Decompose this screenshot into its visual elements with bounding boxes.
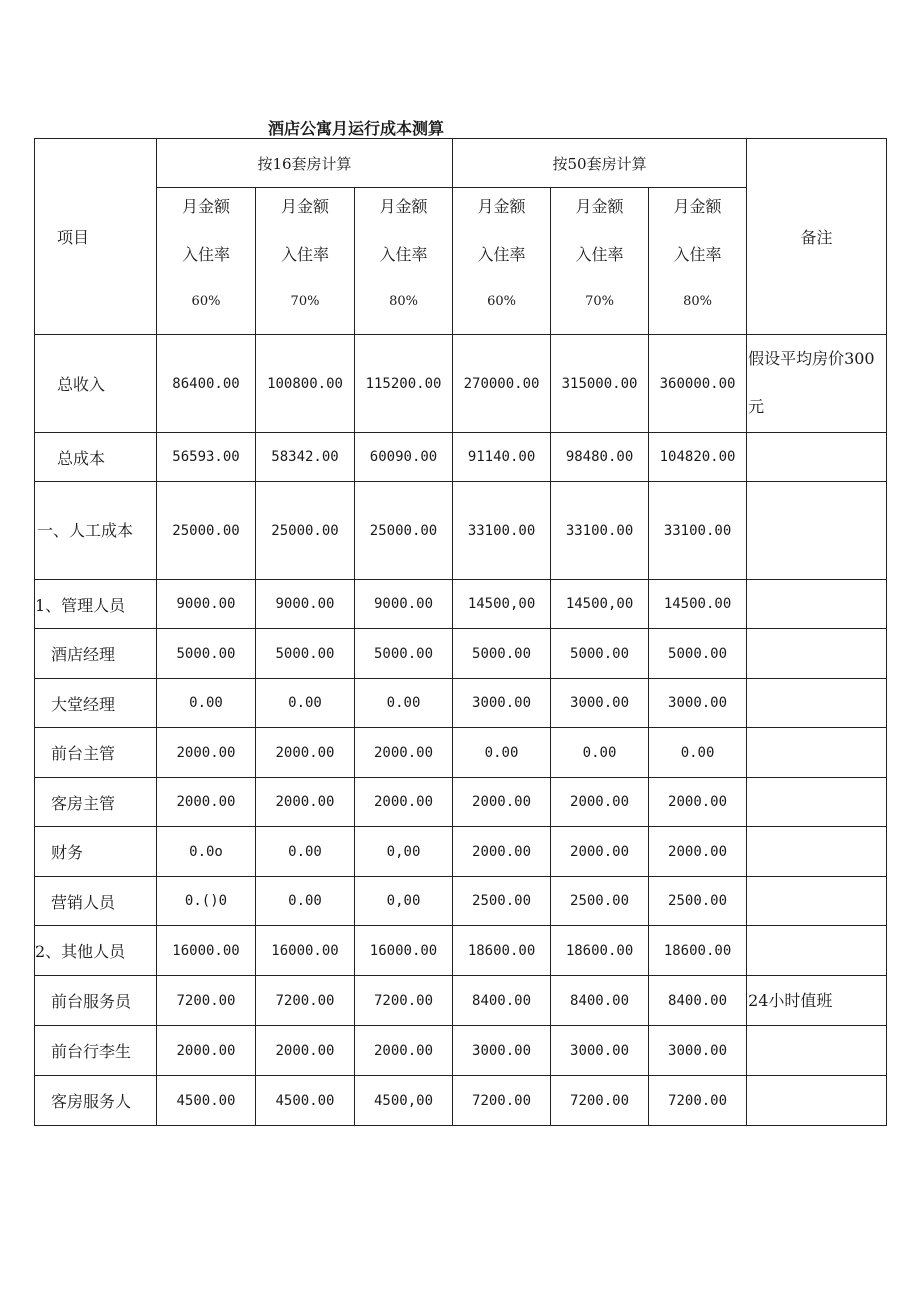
remark-cell (747, 580, 887, 629)
value-cell: 2000.00 (355, 728, 453, 778)
value-cell: 33100.00 (453, 482, 551, 580)
value-cell: 270000.00 (453, 335, 551, 433)
row-label-text: 大堂经理 (51, 694, 116, 714)
header-subcolumn (453, 188, 551, 335)
value-cell: 5000.00 (649, 629, 747, 679)
header-subcolumn (649, 188, 747, 335)
table-row (35, 976, 887, 1026)
value-cell: 3000.00 (453, 1026, 551, 1076)
document-title: 酒店公寓月运行成本测算 (268, 119, 445, 138)
value-cell: 2000.00 (551, 778, 649, 827)
header-monthly-amount: 月金额 (575, 197, 624, 216)
header-monthly-amount: 月金额 (280, 197, 329, 216)
remark-cell (747, 778, 887, 827)
row-label (35, 679, 157, 728)
cost-table (34, 138, 887, 1126)
header-occupancy: 入住率 (280, 245, 329, 264)
value-cell: 0,00 (355, 877, 453, 926)
value-cell: 25000.00 (256, 482, 355, 580)
value-cell: 0.0o (157, 827, 256, 877)
value-cell: 3000.00 (551, 679, 649, 728)
row-label (35, 433, 157, 482)
remark-cell (747, 629, 887, 679)
row-label (35, 580, 157, 629)
table-row (35, 335, 887, 433)
remark-cell (747, 1076, 887, 1126)
value-cell: 4500,00 (355, 1076, 453, 1126)
row-label (35, 827, 157, 877)
value-cell: 7200.00 (256, 976, 355, 1026)
value-cell: 33100.00 (649, 482, 747, 580)
remark-cell (747, 926, 887, 976)
value-cell: 9000.00 (256, 580, 355, 629)
value-cell: 86400.00 (157, 335, 256, 433)
header-occupancy: 入住率 (477, 245, 526, 264)
row-label (35, 629, 157, 679)
value-cell: 8400.00 (453, 976, 551, 1026)
row-label-text: 2、其他人员 (35, 942, 126, 961)
remark-cell (747, 827, 887, 877)
header-remark: 备注 (747, 139, 887, 335)
value-cell: 2000.00 (157, 1026, 256, 1076)
value-cell: 315000.00 (551, 335, 649, 433)
value-cell: 5000.00 (453, 629, 551, 679)
remark-cell (747, 1026, 887, 1076)
value-cell: 18600.00 (551, 926, 649, 976)
value-cell: 0.00 (256, 827, 355, 877)
value-cell: 0.00 (256, 877, 355, 926)
header-rate: 80% (389, 294, 418, 309)
value-cell: 9000.00 (157, 580, 256, 629)
value-cell: 0.()0 (157, 877, 256, 926)
remark-cell (747, 976, 887, 1026)
row-label-text: 客房主管 (51, 793, 116, 813)
value-cell: 2000.00 (256, 778, 355, 827)
value-cell: 2500.00 (649, 877, 747, 926)
value-cell: 18600.00 (649, 926, 747, 976)
value-cell: 8400.00 (551, 976, 649, 1026)
value-cell: 16000.00 (157, 926, 256, 976)
row-label-text: 1、管理人员 (35, 595, 126, 615)
value-cell: 0.00 (453, 728, 551, 778)
value-cell: 60090.00 (355, 433, 453, 482)
value-cell: 14500.00 (649, 580, 747, 629)
value-cell: 16000.00 (256, 926, 355, 976)
value-cell: 2500.00 (453, 877, 551, 926)
value-cell: 4500.00 (157, 1076, 256, 1126)
table-row (35, 926, 887, 976)
row-label (35, 976, 157, 1026)
row-label (35, 482, 157, 580)
value-cell: 0.00 (355, 679, 453, 728)
value-cell: 0.00 (649, 728, 747, 778)
remark-cell (747, 433, 887, 482)
table-row (35, 1076, 887, 1126)
header-occupancy: 入住率 (673, 245, 722, 264)
header-monthly-amount: 月金额 (477, 197, 526, 216)
value-cell: 56593.00 (157, 433, 256, 482)
value-cell: 2500.00 (551, 877, 649, 926)
value-cell: 16000.00 (355, 926, 453, 976)
header-subcolumn (551, 188, 649, 335)
table-row (35, 827, 887, 877)
value-cell: 2000.00 (256, 1026, 355, 1076)
value-cell: 5000.00 (551, 629, 649, 679)
table-row (35, 679, 887, 728)
header-subcolumn (256, 188, 355, 335)
remark-cell (747, 877, 887, 926)
row-label (35, 1026, 157, 1076)
header-occupancy: 入住率 (575, 245, 624, 264)
value-cell: 7200.00 (551, 1076, 649, 1126)
header-rate: 60% (191, 294, 221, 309)
value-cell: 9000.00 (355, 580, 453, 629)
remark-text: 24小时值班 (748, 991, 833, 1010)
header-rate: 60% (487, 294, 516, 309)
value-cell: 3000.00 (551, 1026, 649, 1076)
table-row (35, 778, 887, 827)
row-label-text: 总成本 (57, 448, 106, 468)
header-subcolumn (355, 188, 453, 335)
row-label (35, 1076, 157, 1126)
value-cell: 0.00 (256, 679, 355, 728)
table-row (35, 728, 887, 778)
value-cell: 25000.00 (355, 482, 453, 580)
row-label-text: 总收入 (57, 375, 106, 394)
value-cell: 18600.00 (453, 926, 551, 976)
value-cell: 115200.00 (355, 335, 453, 433)
header-rate: 70% (585, 294, 614, 309)
remark-text: 假设平均房价300元 (748, 349, 875, 416)
row-label-text: 前台行李生 (51, 1042, 132, 1061)
header-subcolumn (157, 188, 256, 335)
row-label-text: 财务 (51, 843, 84, 862)
value-cell: 0.00 (157, 679, 256, 728)
row-label-text: 前台服务员 (51, 992, 132, 1011)
table-row (35, 482, 887, 580)
row-label (35, 926, 157, 976)
value-cell: 2000.00 (355, 778, 453, 827)
value-cell: 2000.00 (355, 1026, 453, 1076)
header-monthly-amount: 月金额 (673, 197, 722, 216)
value-cell: 7200.00 (649, 1076, 747, 1126)
value-cell: 100800.00 (256, 335, 355, 433)
header-group-16: 按16套房计算 (157, 139, 453, 188)
value-cell: 2000.00 (453, 778, 551, 827)
header-rate: 80% (683, 294, 712, 309)
table-row (35, 433, 887, 482)
value-cell: 360000.00 (649, 335, 747, 433)
header-rate: 70% (290, 294, 320, 309)
value-cell: 8400.00 (649, 976, 747, 1026)
remark-cell (747, 728, 887, 778)
header-occupancy: 入住率 (379, 245, 428, 264)
row-label-text: 客房服务人 (51, 1092, 132, 1111)
value-cell: 2000.00 (649, 778, 747, 827)
value-cell: 2000.00 (157, 728, 256, 778)
value-cell: 25000.00 (157, 482, 256, 580)
value-cell: 98480.00 (551, 433, 649, 482)
value-cell: 2000.00 (256, 728, 355, 778)
remark-cell (747, 482, 887, 580)
value-cell: 5000.00 (157, 629, 256, 679)
value-cell: 104820.00 (649, 433, 747, 482)
header-monthly-amount: 月金额 (379, 197, 428, 216)
value-cell: 7200.00 (157, 976, 256, 1026)
value-cell: 2000.00 (157, 778, 256, 827)
value-cell: 5000.00 (355, 629, 453, 679)
value-cell: 91140.00 (453, 433, 551, 482)
table-row (35, 1026, 887, 1076)
value-cell: 0,00 (355, 827, 453, 877)
value-cell: 7200.00 (453, 1076, 551, 1126)
table-row (35, 877, 887, 926)
value-cell: 2000.00 (649, 827, 747, 877)
header-occupancy: 入住率 (181, 245, 230, 264)
table-row (35, 629, 887, 679)
value-cell: 14500,00 (453, 580, 551, 629)
row-label-text: 一、人工成本 (37, 520, 134, 540)
value-cell: 14500,00 (551, 580, 649, 629)
row-label (35, 778, 157, 827)
value-cell: 4500.00 (256, 1076, 355, 1126)
row-label-text: 营销人员 (51, 892, 116, 912)
value-cell: 3000.00 (649, 1026, 747, 1076)
value-cell: 3000.00 (649, 679, 747, 728)
row-label (35, 335, 157, 433)
value-cell: 33100.00 (551, 482, 649, 580)
value-cell: 2000.00 (551, 827, 649, 877)
row-label (35, 728, 157, 778)
value-cell: 58342.00 (256, 433, 355, 482)
value-cell: 7200.00 (355, 976, 453, 1026)
header-project: 项目 (35, 139, 157, 335)
row-label-text: 前台主管 (51, 744, 116, 763)
remark-cell (747, 679, 887, 728)
remark-cell (747, 335, 887, 433)
row-label-text: 酒店经理 (51, 645, 116, 664)
header-group-50: 按50套房计算 (453, 139, 747, 188)
value-cell: 0.00 (551, 728, 649, 778)
value-cell: 5000.00 (256, 629, 355, 679)
value-cell: 2000.00 (453, 827, 551, 877)
row-label (35, 877, 157, 926)
header-monthly-amount: 月金额 (181, 197, 230, 216)
table-row (35, 580, 887, 629)
value-cell: 3000.00 (453, 679, 551, 728)
